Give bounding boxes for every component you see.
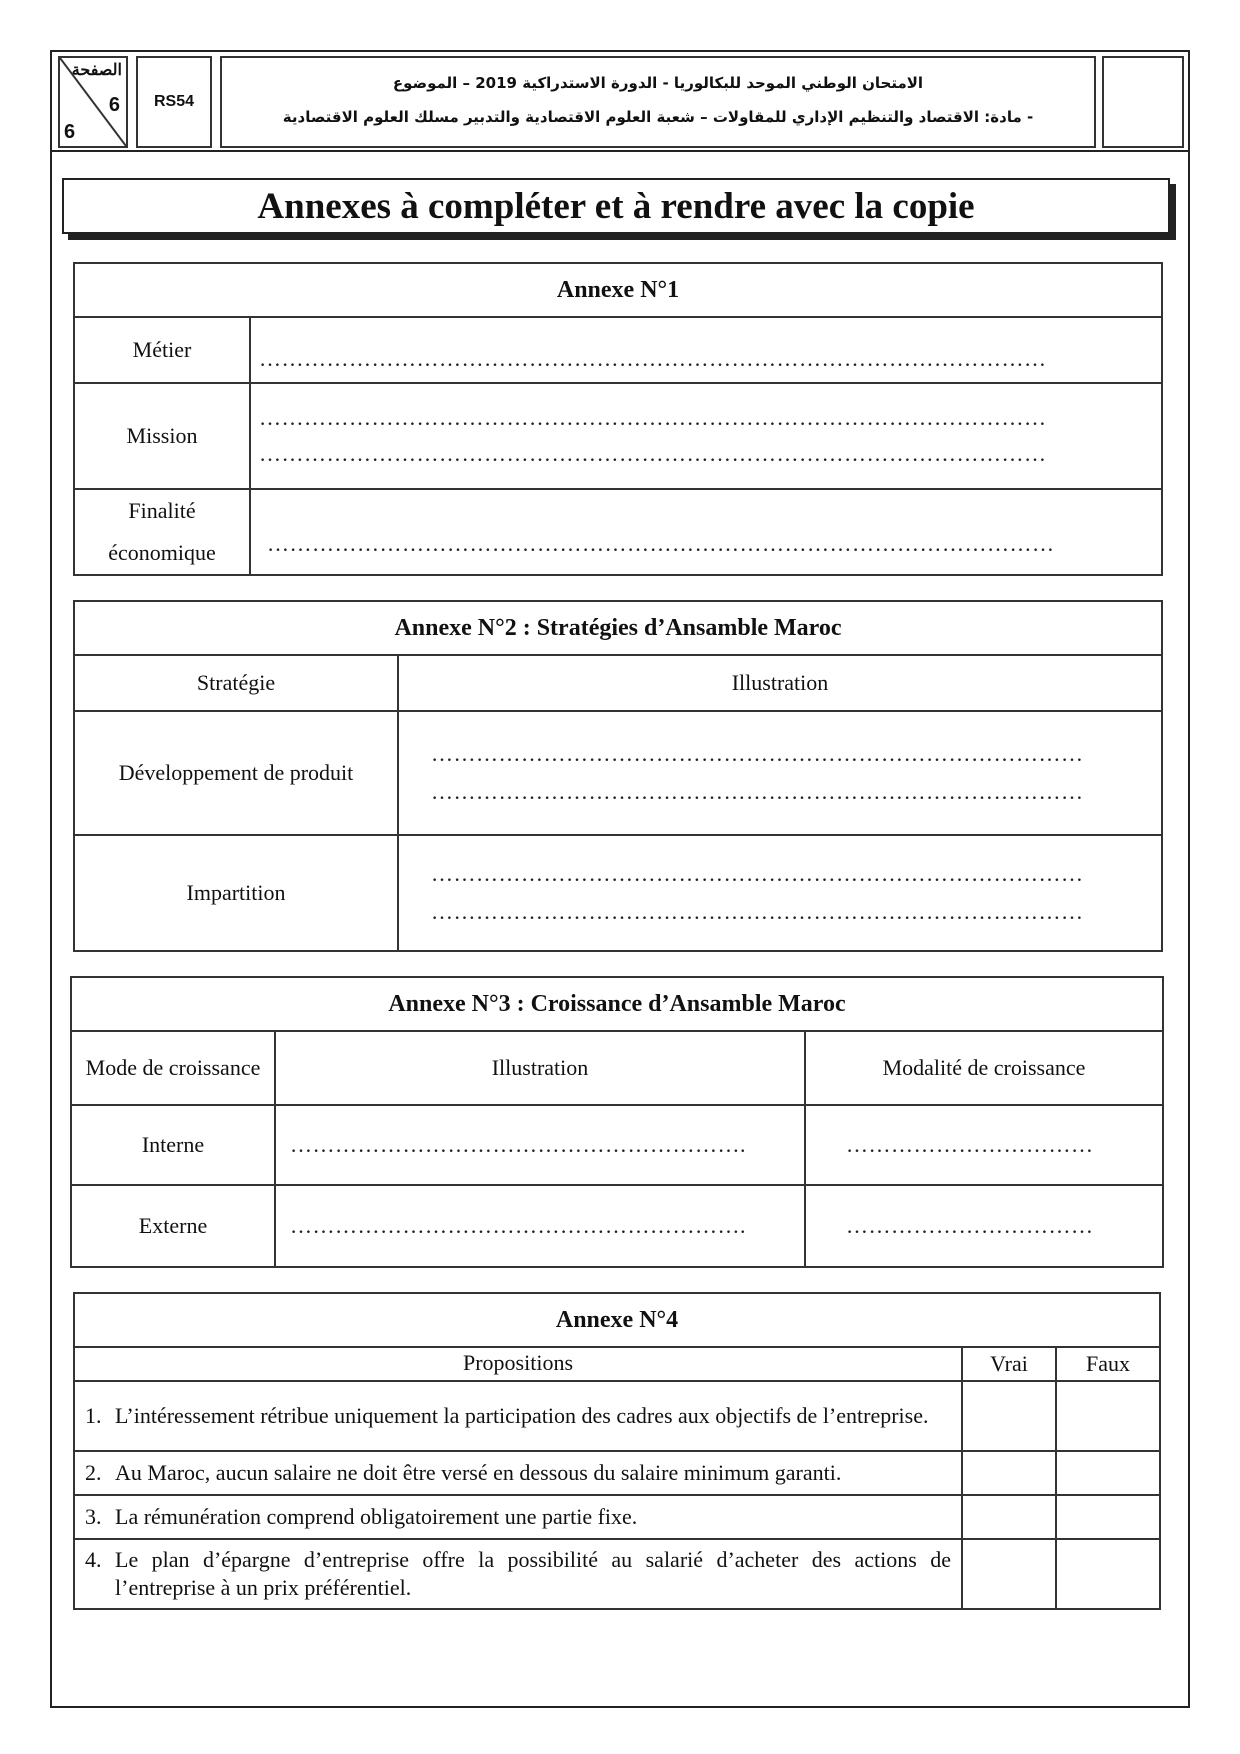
exam-code: RS54 [136,56,212,148]
faux-checkbox-1[interactable] [1056,1381,1160,1451]
annex2-imp-line: …………………………………………………………………………… [431,899,1084,924]
page-total: 6 [64,121,76,143]
annex2-dev-line: …………………………………………………………………………… [431,741,1084,766]
annex1-mission-line: …………………………………………………………………………………………… [259,405,1047,430]
annex1-title: Annexe N°1 [74,263,1162,317]
annex2-col-illustration: Illustration [398,655,1162,711]
annex3-col-mode: Mode de croissance [71,1031,275,1105]
page-number: 6 [108,94,120,116]
page-number-box [58,56,128,148]
annex3-table [70,976,1164,1268]
annex3-field-externe-illustration[interactable]: ……………………………………………………. [275,1185,805,1267]
annex4-title: Annexe N°4 [74,1293,1160,1347]
exam-title [220,56,1096,148]
annex1-field-finalite[interactable]: …………………………………………………………………………………………… [250,489,1162,575]
proposition-row [74,1495,962,1539]
annex3-field-interne-illustration[interactable]: ……………………………………………………. [275,1105,805,1185]
proposition-text: La rémunération comprend obligatoirement une partie fixe. [115,1504,638,1529]
proposition-text: L’intéressement rétribue uniquement la participation des cadres aux objectifs de l’entreprise. [115,1403,929,1428]
annex4-col-propositions: Propositions [74,1347,962,1381]
annex2-imp-line: …………………………………………………………………………… [431,861,1084,886]
annex1-table [73,262,1163,576]
annex3-col-illustration: Illustration [275,1031,805,1105]
annex4-col-faux: Faux [1056,1347,1160,1381]
annex2-col-strategie: Stratégie [74,655,398,711]
annex4-col-vrai: Vrai [962,1347,1056,1381]
annex2-title: Annexe N°2 : Stratégies d’Ansamble Maroc [74,601,1162,655]
exam-title-line1: الامتحان الوطني الموحد للبكالوريا - الدورة الاستدراكية 2019 – الموضوع [392,74,924,92]
vrai-checkbox-3[interactable] [962,1495,1056,1539]
annex2-label-impartition: Impartition [74,835,398,951]
annex3-col-modalite: Modalité de croissance [805,1031,1163,1105]
annex1-mission-line: …………………………………………………………………………………………… [259,441,1047,466]
annex2-table [73,600,1163,952]
page-title: Annexes à compléter et à rendre avec la copie [62,178,1170,234]
proposition-text: Le plan d’épargne d’entreprise offre la possibilité au salarié d’acheter des actions de l’entreprise à un prix préférentiel. [115,1547,951,1600]
proposition-number: 1. [85,1403,102,1428]
proposition-row [74,1539,962,1609]
blank-box [1102,56,1184,148]
annex4-table [73,1292,1161,1610]
faux-checkbox-2[interactable] [1056,1451,1160,1495]
faux-checkbox-3[interactable] [1056,1495,1160,1539]
annex2-field-developpement[interactable] [398,711,1162,835]
annex3-title: Annexe N°3 : Croissance d’Ansamble Maroc [71,977,1163,1031]
annex1-label-finalite: Finalité économique [74,489,250,575]
vrai-checkbox-4[interactable] [962,1539,1056,1609]
annex1-field-metier[interactable]: …………………………………………………………………………………………… [250,317,1162,383]
annex3-label-interne: Interne [71,1105,275,1185]
exam-title-line2: - مادة: الاقتصاد والتنظيم الإداري للمقاولات – شعبة العلوم الاقتصادية والتدبير مسلك العلوم الاقتصادية [282,108,1034,126]
proposition-number: 4. [85,1547,102,1572]
header-divider [50,150,1190,152]
annex1-field-mission[interactable] [250,383,1162,489]
annex3-field-interne-modalite[interactable]: …………………………… [805,1105,1163,1185]
annex2-label-developpement: Développement de produit [74,711,398,835]
annex1-label-mission: Mission [74,383,250,489]
page-label: الصفحة [71,62,122,79]
proposition-row [74,1451,962,1495]
vrai-checkbox-2[interactable] [962,1451,1056,1495]
annex1-label-metier: Métier [74,317,250,383]
faux-checkbox-4[interactable] [1056,1539,1160,1609]
annex3-field-externe-modalite[interactable]: …………………………… [805,1185,1163,1267]
proposition-number: 2. [85,1460,102,1485]
proposition-number: 3. [85,1504,102,1529]
proposition-row [74,1381,962,1451]
annex2-dev-line: …………………………………………………………………………… [431,779,1084,804]
annex3-label-externe: Externe [71,1185,275,1267]
proposition-text: Au Maroc, aucun salaire ne doit être versé en dessous du salaire minimum garanti. [115,1460,842,1485]
annex2-field-impartition[interactable] [398,835,1162,951]
vrai-checkbox-1[interactable] [962,1381,1056,1451]
